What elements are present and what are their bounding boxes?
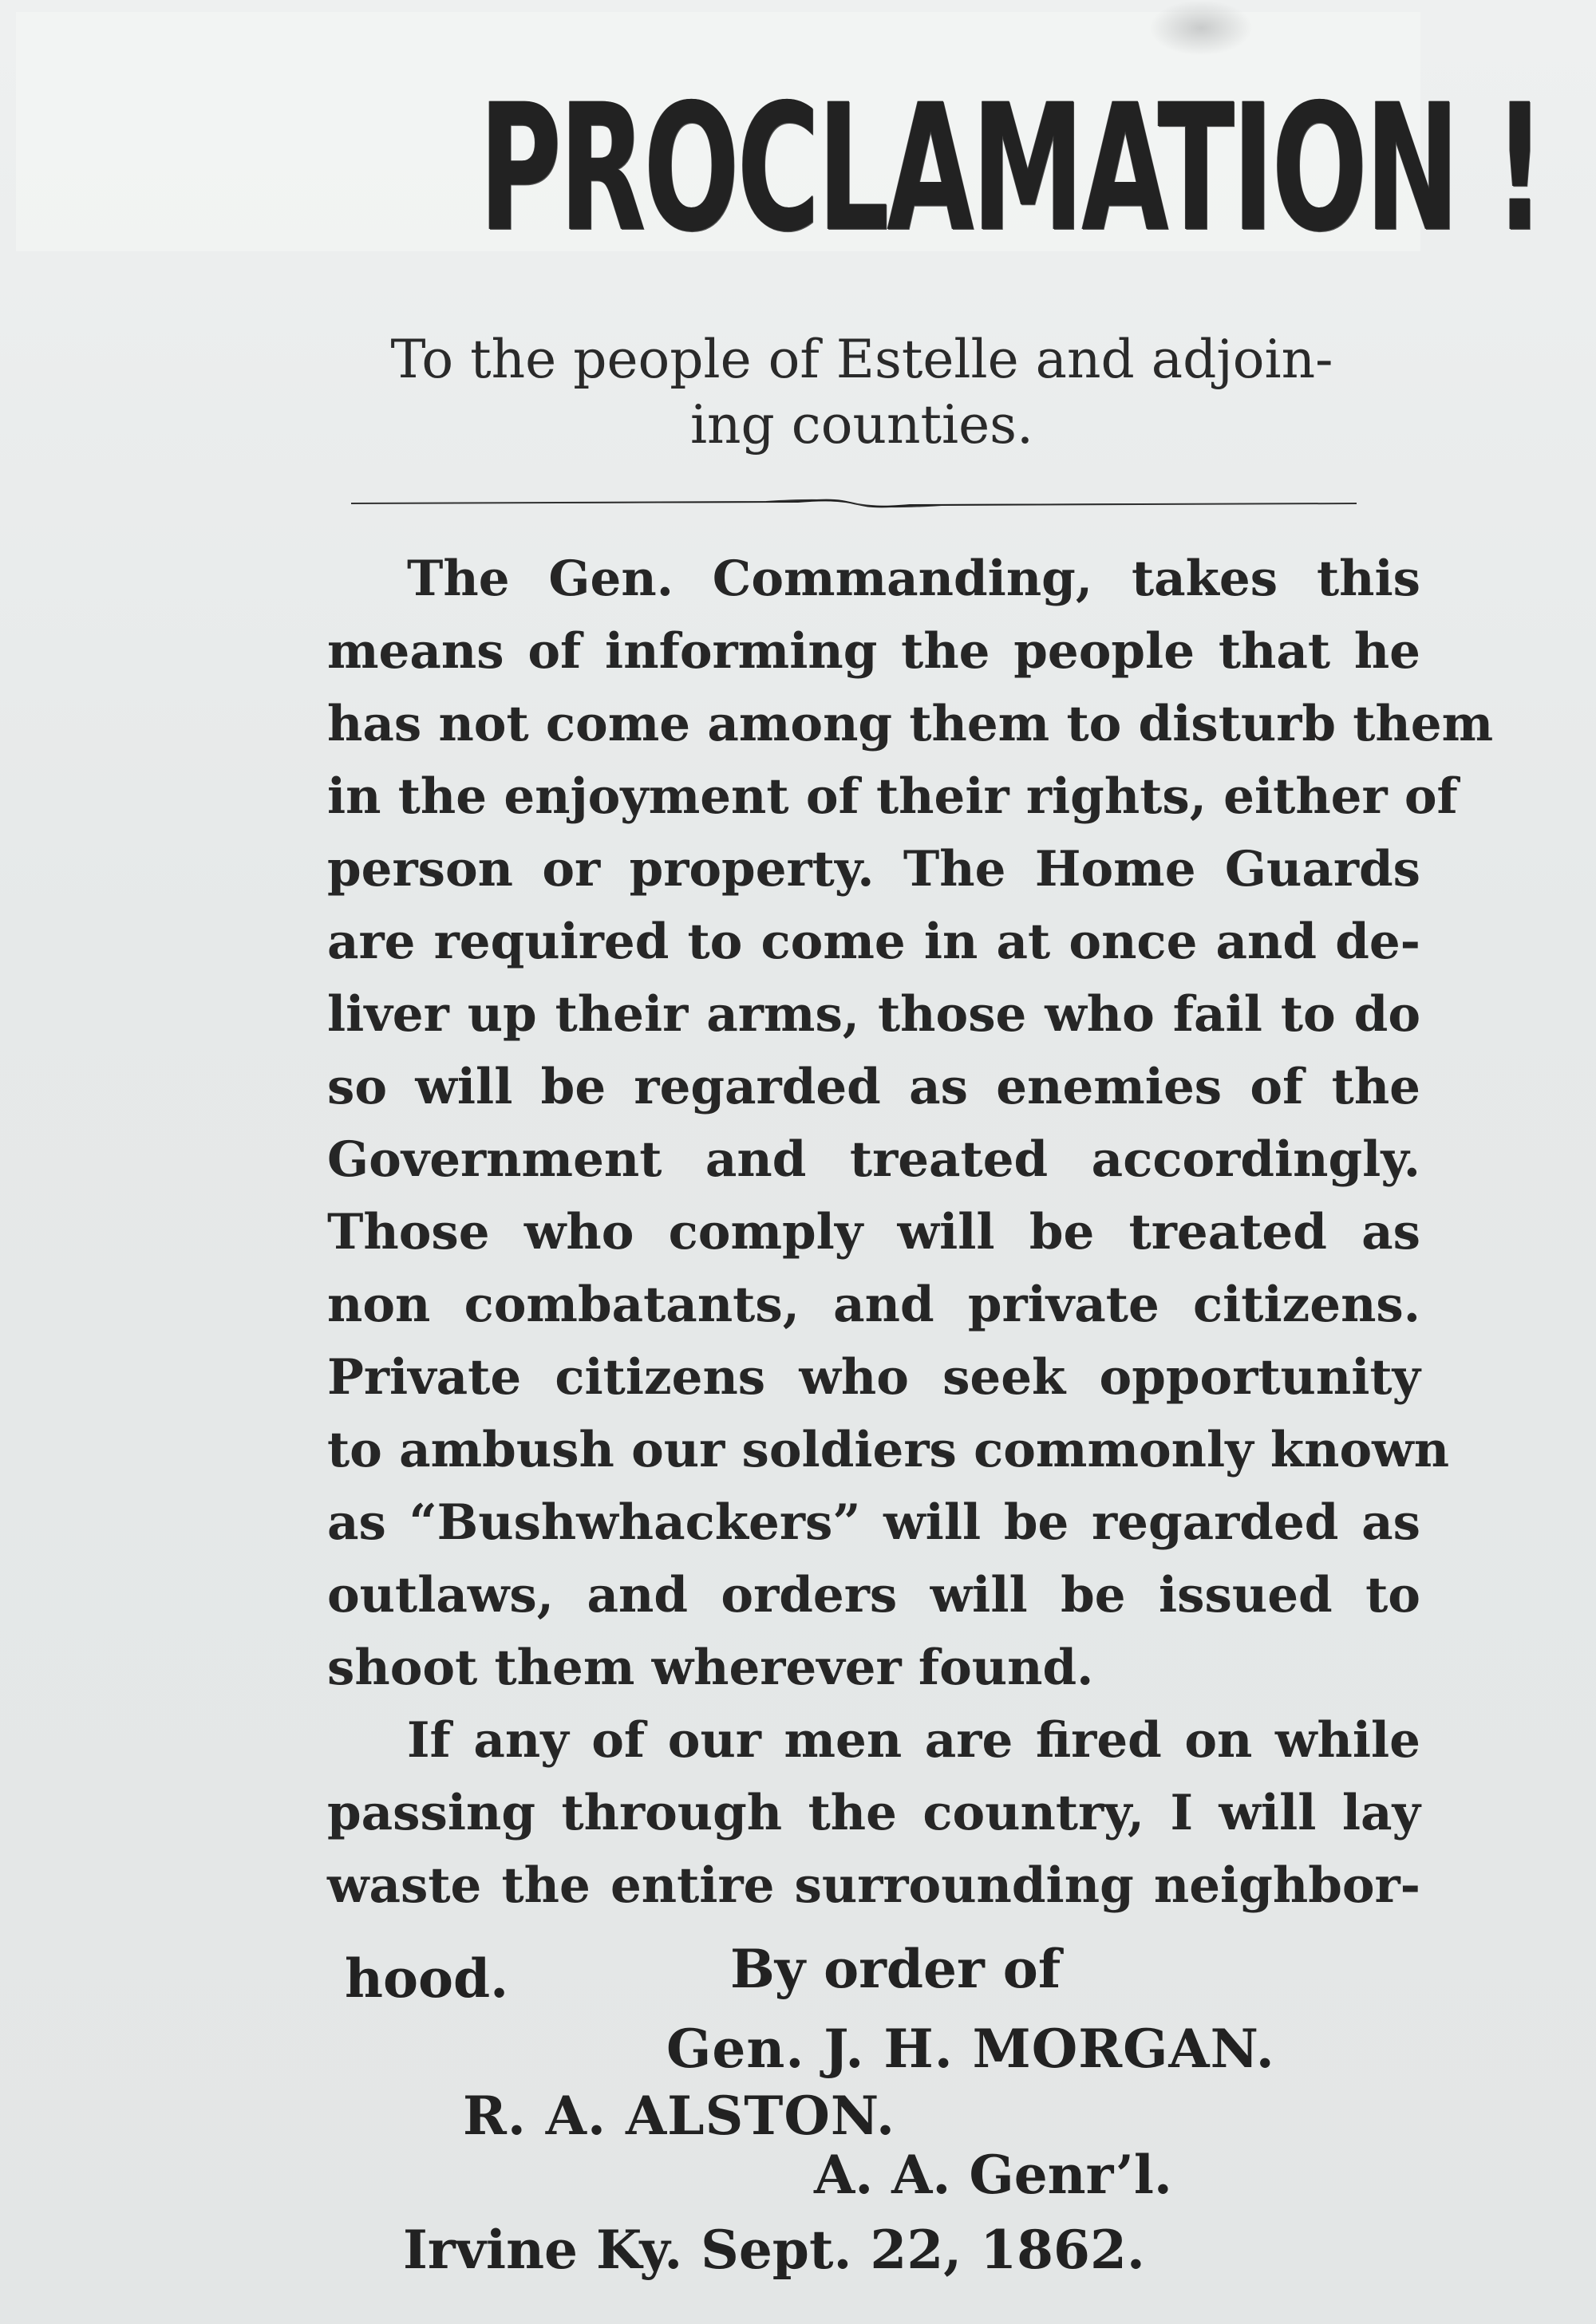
body-line: The Gen. Commanding, takes this	[407, 550, 1420, 607]
by-order-line: By order of	[730, 1938, 1061, 2000]
officer-signature: R. A. ALSTON.	[463, 2085, 895, 2147]
address-line: To the people of Estelle and adjoin-	[390, 329, 1333, 390]
body-line: Government and treated accordingly.	[327, 1131, 1420, 1188]
closing-word: hood.	[345, 1947, 509, 2010]
body-line: If any of our men are fired on while	[407, 1712, 1420, 1769]
body-line: Those who comply will be treated as	[327, 1204, 1420, 1261]
body-line: are required to come in at once and de-	[327, 913, 1420, 970]
body-line: shoot them wherever found.	[327, 1639, 1094, 1696]
body-line: has not come among them to disturb them	[327, 696, 1494, 752]
body-line: passing through the country, I will lay	[327, 1785, 1420, 1841]
body-line: person or property. The Home Guards	[327, 841, 1420, 898]
body-line: Private citizens who seek opportunity	[327, 1349, 1420, 1406]
body-line: outlaws, and orders will be issued to	[327, 1567, 1420, 1624]
body-line: as “Bushwhackers” will be regarded as	[327, 1494, 1420, 1551]
general-signature: Gen. J. H. MORGAN.	[666, 2018, 1275, 2080]
proclamation-body	[327, 543, 1494, 1922]
place-and-date: Irvine Ky. Sept. 22, 1862.	[403, 2219, 1145, 2281]
body-line: liver up their arms, those who fail to do	[327, 986, 1420, 1043]
ornamental-rule	[351, 495, 1357, 512]
address-block	[287, 327, 1436, 458]
address-line: ing counties.	[689, 394, 1034, 456]
body-line: in the enjoyment of their rights, either of	[327, 768, 1458, 825]
body-line: so will be regarded as enemies of the	[327, 1059, 1420, 1115]
body-line: to ambush our soldiers commonly known	[327, 1422, 1450, 1478]
body-line: non combatants, and private citizens.	[327, 1276, 1420, 1333]
headline: PROCLAMATION !	[479, 67, 1543, 271]
body-line: waste the entire surrounding neighbor-	[327, 1857, 1420, 1914]
officer-title: A. A. Genr’l.	[814, 2144, 1172, 2206]
body-line: means of informing the people that he	[327, 623, 1420, 680]
